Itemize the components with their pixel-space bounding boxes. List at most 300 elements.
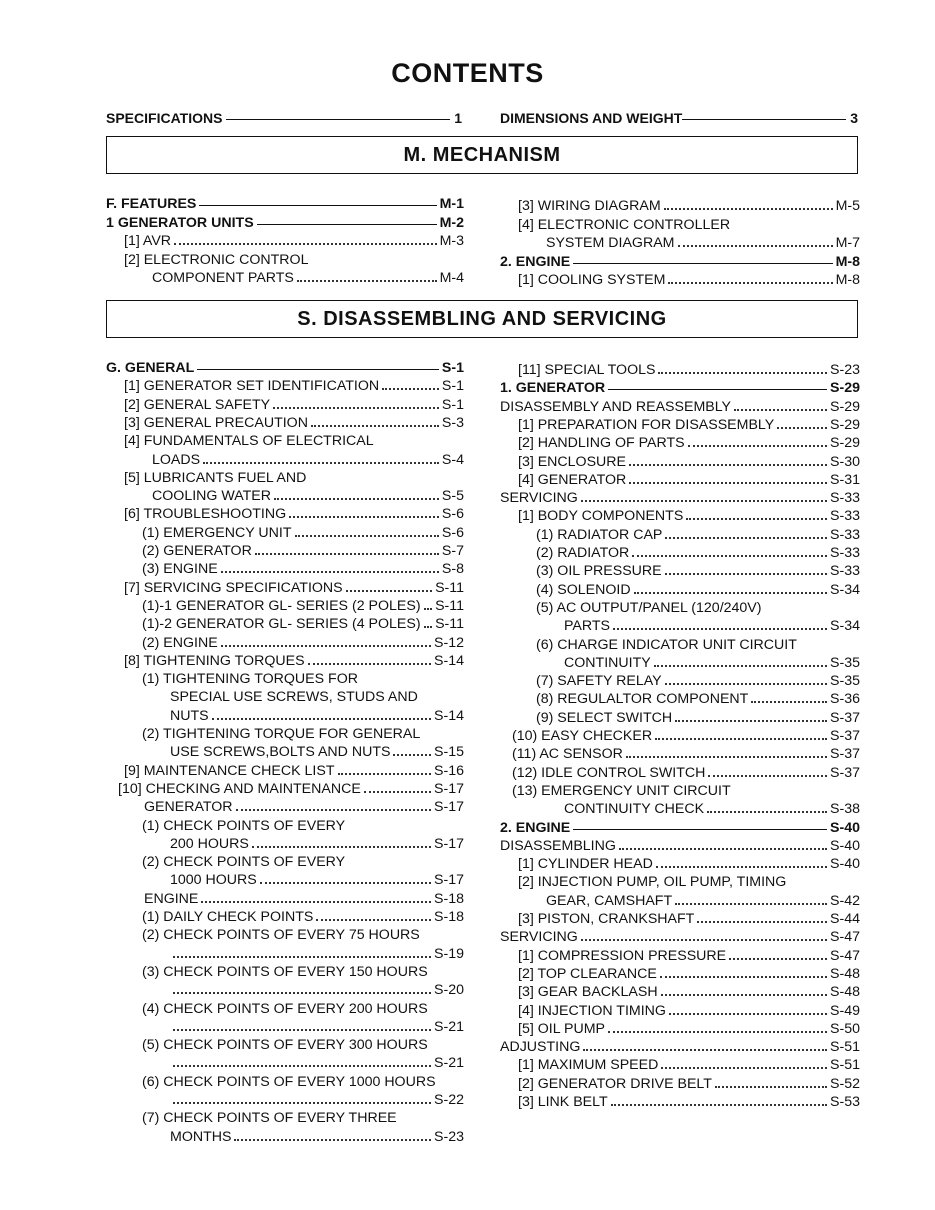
entry-page: S-47	[830, 947, 860, 964]
entry-label: [1] AVR	[124, 233, 172, 250]
toc-entry[interactable]	[518, 415, 860, 433]
toc-entry[interactable]	[500, 836, 860, 854]
entry-page: S-11	[435, 616, 464, 633]
toc-entry[interactable]	[500, 818, 860, 836]
toc-entry[interactable]	[170, 742, 464, 760]
entry-page: S-8	[441, 561, 464, 578]
entry-label: (2) CHECK POINTS OF EVERY 75 HOURS	[142, 927, 420, 944]
toc-entry	[518, 215, 860, 233]
leader-line	[174, 243, 437, 245]
leader-line	[236, 809, 431, 811]
entry-page: M-8	[835, 253, 860, 270]
leader-line	[173, 1102, 431, 1104]
toc-entry[interactable]	[536, 671, 860, 689]
toc-entry[interactable]	[536, 543, 860, 561]
toc-entry[interactable]	[536, 561, 860, 579]
leader-line	[678, 245, 833, 247]
leader-line	[255, 553, 439, 555]
toc-entry[interactable]	[106, 213, 464, 231]
leader-line	[308, 663, 432, 665]
toc-entry[interactable]	[142, 633, 464, 651]
entry-label: DIMENSIONS AND WEIGHT	[500, 110, 683, 126]
entry-page: S-14	[434, 707, 464, 724]
entry-label: [3] WIRING DIAGRAM	[518, 198, 661, 214]
leader-line	[234, 1139, 431, 1141]
entry-label: (1) CHECK POINTS OF EVERY	[142, 817, 346, 834]
entry-label: [1] MAXIMUM SPEED	[518, 1057, 659, 1074]
entry-label: [2] ELECTRONIC CONTROL	[124, 251, 309, 268]
entry-label: COOLING WATER	[152, 488, 272, 505]
leader-line	[260, 882, 431, 884]
entry-label: [1] PREPARATION FOR DISASSEMBLY	[518, 416, 775, 433]
toc-entry	[170, 687, 464, 705]
entry-page: S-34	[830, 581, 860, 598]
toc-entry[interactable]	[518, 1001, 860, 1019]
toc-entry[interactable]	[142, 596, 464, 614]
section-heading-mechanism: M. MECHANISM	[106, 136, 858, 174]
toc-entry[interactable]	[518, 270, 860, 288]
entry-page: S-17	[434, 872, 464, 889]
entry-page: S-35	[830, 673, 860, 690]
entry-label: CONTINUITY	[564, 654, 651, 671]
leader-line	[686, 518, 827, 520]
leader-line	[338, 773, 432, 775]
entry-label: (1) TIGHTENING TORQUES FOR	[142, 671, 358, 688]
toc-entry[interactable]	[518, 196, 860, 214]
entry-page: S-29	[830, 380, 860, 397]
entry-label: (3) ENGINE	[142, 561, 218, 578]
entry-page: 1	[454, 110, 462, 126]
entry-label: [2] TOP CLEARANCE	[518, 965, 657, 982]
toc-entry	[124, 250, 464, 268]
entry-label: [3] ENCLOSURE	[518, 453, 627, 470]
entry-page: S-1	[441, 360, 464, 376]
toc-entry[interactable]	[512, 744, 860, 762]
entry-page: S-17	[434, 799, 464, 816]
entry-page: M-4	[439, 270, 464, 287]
entry-page: S-34	[830, 618, 860, 635]
entry-label: SPECIFICATIONS	[106, 110, 223, 126]
servicing-left-column	[106, 358, 464, 1158]
toc-entry[interactable]	[170, 1053, 464, 1071]
leader-line	[629, 464, 827, 466]
leader-line	[581, 939, 827, 941]
entry-label: DISASSEMBLY AND REASSEMBLY	[500, 398, 732, 415]
toc-entry[interactable]	[518, 964, 860, 982]
entry-label: (4) SOLENOID	[536, 581, 631, 598]
leader-line	[660, 976, 827, 978]
leader-line	[608, 1031, 827, 1033]
toc-entry-specifications[interactable]	[106, 106, 462, 126]
entry-page: S-36	[830, 691, 860, 708]
entry-label: (2) TIGHTENING TORQUE FOR GENERAL	[142, 726, 421, 742]
leader-line	[252, 846, 431, 848]
entry-page: S-14	[434, 652, 464, 669]
entry-label: DISASSEMBLING	[500, 837, 616, 854]
entry-page: S-37	[830, 746, 860, 763]
entry-label: (3) CHECK POINTS OF EVERY 150 HOURS	[142, 963, 428, 980]
toc-entry[interactable]	[144, 889, 464, 907]
toc-entry[interactable]	[518, 1092, 860, 1110]
entry-label: LOADS	[152, 451, 201, 468]
entry-label: [1] COMPRESSION PRESSURE	[518, 947, 727, 964]
toc-entry[interactable]	[546, 891, 860, 909]
leader-line	[346, 590, 432, 592]
entry-label: (6) CHECK POINTS OF EVERY 1000 HOURS	[142, 1073, 436, 1090]
leader-line	[203, 462, 439, 464]
entry-page: S-53	[830, 1094, 860, 1110]
leader-line	[221, 645, 431, 647]
entry-label: [1] GENERATOR SET IDENTIFICATION	[124, 378, 380, 395]
entry-page: M-2	[439, 214, 464, 231]
leader-line	[729, 958, 827, 960]
entry-label: [4] FUNDAMENTALS OF ELECTRICAL	[124, 433, 374, 450]
entry-label: (1) DAILY CHECK POINTS	[142, 909, 314, 925]
entry-label: (9) SELECT SWITCH	[536, 709, 673, 726]
toc-entry[interactable]	[170, 706, 464, 724]
entry-label: (1) EMERGENCY UNIT	[142, 524, 292, 541]
entry-page: S-1	[441, 378, 464, 395]
toc-entry[interactable]	[518, 452, 860, 470]
leader-line	[675, 720, 827, 722]
toc-entry[interactable]	[512, 763, 860, 781]
leader-line	[688, 445, 827, 447]
entry-label: (1)-2 GENERATOR GL- SERIES (4 POLES)	[142, 616, 421, 633]
entry-page: S-20	[434, 982, 464, 999]
toc-entry	[142, 816, 464, 834]
toc-entry[interactable]	[124, 376, 464, 394]
entry-label: CONTINUITY CHECK	[564, 801, 705, 818]
toc-entry[interactable]	[118, 779, 464, 797]
entry-label: COMPONENT PARTS	[152, 270, 294, 287]
toc-entry[interactable]	[142, 541, 464, 559]
entry-page: S-47	[830, 929, 860, 946]
entry-page: S-4	[441, 451, 464, 468]
entry-page: S-33	[830, 545, 860, 561]
entry-label: (2) GENERATOR	[142, 543, 252, 559]
toc-entry[interactable]	[124, 504, 464, 522]
entry-label: [6] TROUBLESHOOTING	[124, 506, 287, 523]
toc-entry[interactable]	[512, 726, 860, 744]
toc-entry[interactable]	[546, 233, 860, 251]
entry-label: [7] SERVICING SPECIFICATIONS	[124, 579, 343, 596]
toc-entry	[142, 1108, 464, 1126]
entry-page: S-40	[830, 837, 860, 854]
entry-label: G. GENERAL	[106, 360, 195, 376]
entry-page: M-5	[835, 198, 860, 214]
entry-page: S-29	[830, 435, 860, 452]
entry-page: S-35	[830, 654, 860, 671]
toc-entry[interactable]	[564, 616, 860, 634]
entry-label: 2. ENGINE	[500, 819, 571, 836]
entry-page: S-5	[441, 488, 464, 505]
leader-line	[669, 1013, 827, 1015]
toc-entry[interactable]	[142, 614, 464, 632]
entry-label: F. FEATURES	[106, 196, 197, 212]
entry-label: GENERATOR	[144, 799, 233, 816]
leader-line	[675, 903, 827, 905]
entry-label: [3] GENERAL PRECAUTION	[124, 414, 308, 431]
leader-line	[201, 901, 431, 903]
entry-page: S-40	[830, 856, 860, 873]
leader-line	[661, 994, 827, 996]
entry-page: S-3	[441, 414, 464, 431]
toc-entry[interactable]	[124, 761, 464, 779]
section-heading-disassembling: S. DISASSEMBLING AND SERVICING	[106, 300, 858, 338]
entry-label: ADJUSTING	[500, 1039, 581, 1056]
leader-line	[734, 409, 827, 411]
toc-entry[interactable]	[518, 909, 860, 927]
leader-line	[173, 1029, 431, 1031]
leader-line	[665, 537, 827, 539]
entry-page: S-1	[441, 396, 464, 413]
entry-page: S-37	[830, 728, 860, 744]
entry-label: (6) CHARGE INDICATOR UNIT CIRCUIT	[536, 636, 797, 653]
entry-page: S-37	[830, 764, 860, 781]
leader-line	[199, 205, 436, 206]
leader-line	[573, 829, 827, 830]
leader-line	[297, 280, 437, 282]
leader-line	[668, 282, 832, 284]
toc-entry[interactable]	[124, 395, 464, 413]
entry-label: [4] INJECTION TIMING	[518, 1002, 666, 1019]
entry-label: [1] BODY COMPONENTS	[518, 508, 684, 525]
entry-page: S-7	[441, 543, 464, 559]
leader-line	[364, 791, 431, 793]
leader-line	[661, 1067, 827, 1069]
entry-label: [2] HANDLING OF PARTS	[518, 435, 685, 452]
leader-line	[608, 389, 827, 390]
leader-line	[583, 1049, 827, 1051]
toc-entry[interactable]	[124, 651, 464, 669]
toc-entry[interactable]	[518, 470, 860, 488]
leader-line	[655, 738, 827, 740]
toc-entry	[124, 468, 464, 486]
mechanism-left-column	[106, 194, 464, 294]
toc-entry[interactable]	[518, 1074, 860, 1092]
toc-entry	[536, 598, 860, 616]
entry-page: S-21	[434, 1055, 464, 1072]
entry-label: 1. GENERATOR	[500, 380, 606, 397]
entry-page: S-48	[830, 984, 860, 1001]
entry-label: (7) SAFETY RELAY	[536, 673, 662, 690]
entry-label: [2] GENERATOR DRIVE BELT	[518, 1075, 712, 1092]
toc-entry[interactable]	[518, 1055, 860, 1073]
leader-line	[295, 535, 439, 537]
toc-entry[interactable]	[500, 927, 860, 945]
toc-entry[interactable]	[124, 413, 464, 431]
leader-line	[173, 992, 431, 994]
leader-line	[656, 866, 827, 868]
toc-entry[interactable]	[142, 907, 464, 925]
entry-page: M-3	[439, 233, 464, 250]
entry-page: S-19	[434, 945, 464, 962]
toc-entry[interactable]	[152, 450, 464, 468]
entry-label: SPECIAL USE SCREWS, STUDS AND	[170, 689, 418, 706]
toc-entry[interactable]	[152, 268, 464, 286]
entry-page: S-17	[434, 835, 464, 852]
toc-entry[interactable]	[536, 525, 860, 543]
entry-page: M-7	[835, 235, 860, 252]
toc-entry[interactable]	[518, 1019, 860, 1037]
toc-entry	[142, 669, 464, 687]
toc-entry[interactable]	[564, 653, 860, 671]
toc-entry[interactable]	[518, 433, 860, 451]
entry-label: [3] GEAR BACKLASH	[518, 984, 658, 1001]
toc-entry[interactable]	[500, 252, 860, 270]
toc-entry[interactable]	[564, 799, 860, 817]
leader-line	[664, 208, 833, 210]
entry-label: SERVICING	[500, 929, 578, 946]
entry-label: (1)-1 GENERATOR GL- SERIES (2 POLES)	[142, 597, 421, 614]
toc-entry[interactable]	[170, 1090, 464, 1108]
toc-entry[interactable]	[500, 1037, 860, 1055]
entry-label: [5] OIL PUMP	[518, 1020, 605, 1037]
entry-label: (1) RADIATOR CAP	[536, 526, 663, 543]
leader-line	[611, 1104, 827, 1106]
leader-line	[257, 224, 437, 225]
leader-line	[751, 701, 827, 703]
entry-page: S-16	[434, 762, 464, 779]
entry-page: S-12	[434, 634, 464, 651]
leader-line	[697, 921, 827, 923]
leader-line	[626, 756, 827, 758]
toc-entry[interactable]	[518, 506, 860, 524]
entry-label: [4] ELECTRONIC CONTROLLER	[518, 216, 731, 233]
entry-page: S-6	[441, 524, 464, 541]
toc-entry[interactable]	[170, 1017, 464, 1035]
leader-line	[777, 427, 827, 429]
toc-entry[interactable]	[500, 397, 860, 415]
toc-entry[interactable]	[106, 358, 464, 376]
page-title: CONTENTS	[391, 58, 544, 88]
entry-label: (11) AC SENSOR	[512, 746, 623, 763]
entry-label: 1 GENERATOR UNITS	[106, 214, 254, 231]
entry-page: S-29	[830, 416, 860, 433]
entry-label: [8] TIGHTENING TORQUES	[124, 652, 305, 669]
toc-entry	[512, 781, 860, 799]
mechanism-right-column	[500, 196, 860, 296]
leader-line	[197, 369, 439, 370]
leader-line	[573, 263, 832, 264]
leader-line	[316, 919, 431, 921]
entry-label: [1] COOLING SYSTEM	[518, 272, 666, 289]
leader-line	[311, 425, 439, 427]
entry-page: S-37	[830, 709, 860, 726]
toc-entry	[518, 872, 860, 890]
toc-entry[interactable]	[106, 194, 464, 212]
toc-entry[interactable]	[518, 360, 860, 378]
entry-page: S-11	[435, 597, 464, 614]
leader-line	[221, 571, 439, 573]
toc-entry[interactable]	[500, 488, 860, 506]
entry-label: [2] GENERAL SAFETY	[124, 396, 271, 413]
servicing-right-column	[500, 358, 860, 1118]
leader-line	[393, 754, 431, 756]
toc-entry[interactable]	[124, 578, 464, 596]
toc-entry[interactable]	[124, 231, 464, 249]
leader-line	[708, 775, 827, 777]
toc-entry[interactable]	[536, 708, 860, 726]
leader-line	[707, 811, 827, 813]
entry-label: (10) EASY CHECKER	[512, 728, 653, 744]
toc-entry	[536, 635, 860, 653]
toc-entry[interactable]	[170, 980, 464, 998]
leader-line	[619, 848, 827, 850]
entry-page: S-42	[830, 892, 860, 909]
leader-line	[173, 956, 431, 958]
toc-entry[interactable]	[170, 1127, 464, 1145]
entry-label: (5) CHECK POINTS OF EVERY 300 HOURS	[142, 1037, 428, 1054]
toc-entry[interactable]	[518, 854, 860, 872]
entry-page: S-49	[830, 1002, 860, 1019]
entry-page: S-18	[434, 890, 464, 907]
entry-label: USE SCREWS,BOLTS AND NUTS	[170, 744, 391, 761]
entry-label: [9] MAINTENANCE CHECK LIST	[124, 762, 335, 779]
toc-entry[interactable]	[536, 689, 860, 707]
entry-label: [3] PISTON, CRANKSHAFT	[518, 911, 695, 927]
toc-entry[interactable]	[518, 982, 860, 1000]
entry-label: SYSTEM DIAGRAM	[546, 235, 675, 252]
leader-line	[289, 516, 439, 518]
toc-entry	[142, 1035, 464, 1053]
toc-entry[interactable]	[170, 870, 464, 888]
entry-page: S-21	[434, 1018, 464, 1035]
toc-entry-dimensions[interactable]	[500, 106, 858, 126]
entry-label: [3] LINK BELT	[518, 1094, 608, 1110]
leader-line	[682, 119, 846, 120]
toc-entry	[142, 852, 464, 870]
toc-entry[interactable]	[170, 834, 464, 852]
toc-entry[interactable]	[152, 486, 464, 504]
leader-line	[424, 626, 433, 628]
toc-entry	[142, 925, 464, 943]
toc-entry[interactable]	[518, 946, 860, 964]
entry-label: GEAR, CAMSHAFT	[546, 892, 673, 909]
entry-label: [10] CHECKING AND MAINTENANCE	[118, 780, 361, 797]
toc-entry[interactable]	[144, 797, 464, 815]
toc-entry[interactable]	[536, 580, 860, 598]
entry-page: S-40	[830, 819, 860, 836]
entry-page: 3	[850, 110, 858, 126]
toc-entry[interactable]	[500, 378, 860, 396]
entry-page: S-31	[830, 471, 860, 488]
leader-line	[634, 592, 827, 594]
entry-page: S-33	[830, 508, 860, 525]
entry-page: S-6	[441, 506, 464, 523]
toc-entry[interactable]	[142, 523, 464, 541]
leader-line	[274, 498, 439, 500]
toc-entry	[124, 431, 464, 449]
toc-entry	[142, 962, 464, 980]
entry-page: S-22	[434, 1092, 464, 1108]
leader-line	[212, 718, 431, 720]
entry-label: 2. ENGINE	[500, 253, 571, 270]
leader-line	[658, 372, 827, 374]
toc-entry[interactable]	[170, 944, 464, 962]
entry-page: M-1	[439, 196, 464, 212]
entry-label: NUTS	[170, 707, 209, 724]
entry-label: [4] GENERATOR	[518, 471, 627, 488]
entry-label: [2] INJECTION PUMP, OIL PUMP, TIMING	[518, 874, 787, 891]
leader-line	[382, 388, 439, 390]
entry-page: S-44	[830, 911, 860, 927]
toc-entry[interactable]	[142, 559, 464, 577]
entry-page: S-23	[830, 362, 860, 378]
entry-page: S-33	[830, 563, 860, 580]
entry-page: M-8	[835, 272, 860, 289]
entry-label: MONTHS	[170, 1128, 232, 1145]
